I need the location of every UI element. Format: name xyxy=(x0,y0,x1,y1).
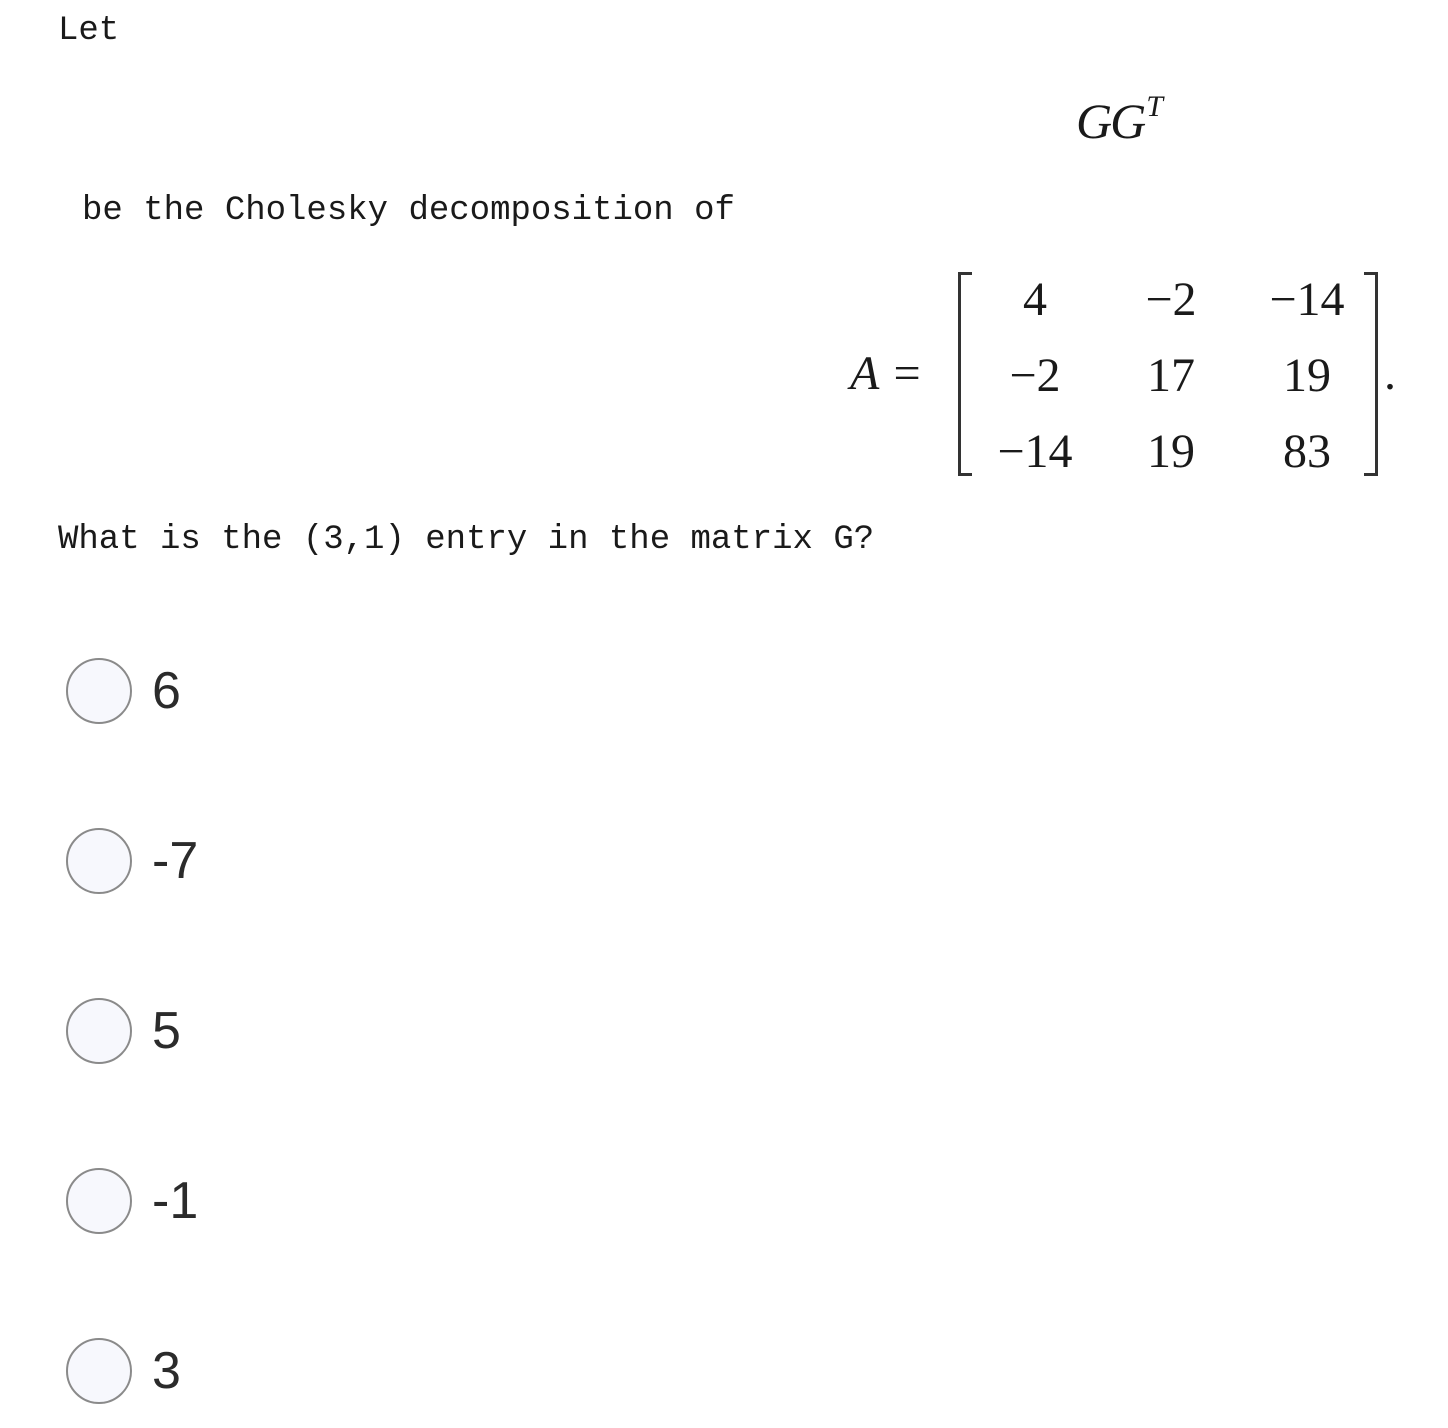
intro-text: Let xyxy=(58,12,120,50)
matrix-cell-3-3: 83 xyxy=(1283,425,1331,478)
matrix-cell-3-2: 19 xyxy=(1147,425,1195,478)
answer-label: 3 xyxy=(152,1342,181,1400)
answer-label: 5 xyxy=(152,1002,181,1060)
radio-button[interactable] xyxy=(66,828,132,894)
matrix-cell-2-3: 19 xyxy=(1283,349,1331,402)
equation-period: . xyxy=(1384,347,1396,400)
answer-label: -7 xyxy=(152,832,199,890)
matrix-cell-3-1: −14 xyxy=(997,425,1073,478)
answer-option-5[interactable] xyxy=(66,1335,181,1407)
matrix-cell-2-1: −2 xyxy=(1009,349,1061,402)
answer-label: -1 xyxy=(152,1172,199,1230)
radio-button[interactable] xyxy=(66,658,132,724)
formula-base: GG xyxy=(1076,93,1145,149)
radio-button[interactable] xyxy=(66,1168,132,1234)
formula-superscript: T xyxy=(1146,90,1161,124)
question-prompt: What is the (3,1) entry in the matrix G? xyxy=(58,521,875,559)
radio-button[interactable] xyxy=(66,1338,132,1404)
matrix-cell-1-1: 4 xyxy=(1023,273,1047,326)
answer-option-3[interactable] xyxy=(66,995,181,1067)
right-bracket xyxy=(1364,272,1378,476)
matrix-cell-1-3: −14 xyxy=(1269,273,1345,326)
answer-option-4[interactable] xyxy=(66,1165,198,1237)
left-bracket xyxy=(958,272,972,476)
matrix-a xyxy=(958,272,1378,478)
radio-button[interactable] xyxy=(66,998,132,1064)
matrix-cell-2-2: 17 xyxy=(1147,349,1195,402)
answer-option-2[interactable] xyxy=(66,825,198,897)
answer-label: 6 xyxy=(152,662,181,720)
cholesky-statement: be the Cholesky decomposition of xyxy=(82,192,735,230)
equation-lhs-label: A = xyxy=(850,347,923,400)
matrix-cell-1-2: −2 xyxy=(1145,273,1197,326)
decomposition-formula xyxy=(1076,92,1161,150)
equation-lhs xyxy=(850,346,923,401)
answer-option-1[interactable] xyxy=(66,655,181,727)
